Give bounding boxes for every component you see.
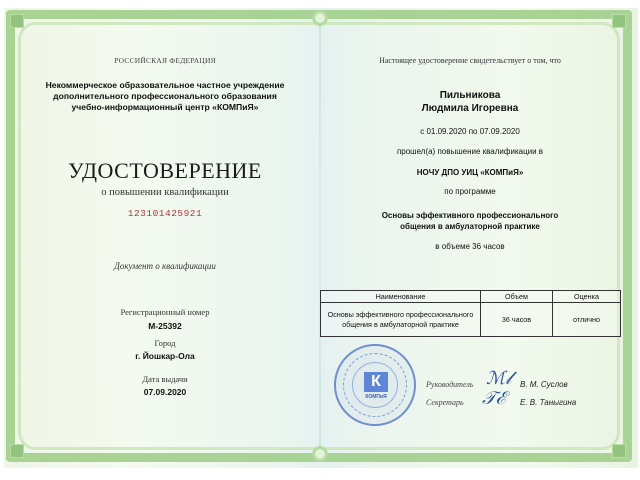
table-row (321, 303, 621, 337)
signature-role: Секретарь (426, 398, 464, 407)
issue-date-label: Дата выдачи (142, 374, 188, 384)
grades-table (320, 290, 621, 337)
signature-director (426, 380, 473, 389)
cell-grade: отлично (553, 303, 621, 337)
official-seal (334, 344, 416, 426)
column-header-grade: Оценка (553, 291, 621, 303)
signature-secretary (426, 398, 464, 407)
signature-secretary-name-wrap (520, 398, 576, 407)
country-heading: РОССИЙСКАЯ ФЕДЕРАЦИЯ (114, 56, 216, 65)
organization-short-name: НОЧУ ДПО УИЦ «КОМПиЯ» (416, 168, 524, 177)
recipient-name (320, 89, 620, 115)
recipient-given-names: Людмила Игоревна (421, 103, 519, 114)
handwritten-signature-icon: 𝒯ℰ (482, 388, 507, 408)
program-volume: в объеме 36 часов (435, 242, 505, 251)
cell-volume: 36 часов (481, 303, 553, 337)
city-value: г. Йошкар-Ола (135, 351, 195, 361)
issue-date-value: 07.09.2020 (143, 387, 187, 397)
serial-number: 123101425921 (127, 208, 203, 219)
column-header-volume: Объем (481, 291, 553, 303)
passed-text: прошел(а) повышение квалификации в (396, 147, 544, 156)
signature-director-name-wrap (520, 380, 568, 389)
signature-role: Руководитель (426, 380, 474, 389)
recipient-surname: Пильникова (439, 90, 501, 101)
program-line: Основы эффективного профессионального (381, 211, 559, 220)
signature-name: В. М. Суслов (520, 380, 568, 389)
organization-line: дополнительного профессионального образования (53, 91, 277, 101)
document-subtitle: о повышении квалификации (101, 187, 229, 198)
cell-course-name (321, 303, 481, 337)
handwritten-signature-icon: ℳ𝓁 (486, 368, 512, 388)
document-title: УДОСТОВЕРЕНИЕ (68, 158, 262, 183)
course-name-line: Основы эффективного профессионального (327, 309, 474, 319)
table-header-row (321, 291, 621, 303)
signature-name: Е. В. Таныгина (520, 398, 577, 407)
program-line: общения в амбулаторной практике (400, 222, 540, 231)
column-header-name: Наименование (321, 291, 481, 303)
city-label: Город (154, 338, 176, 348)
organization-name (30, 80, 300, 113)
training-period: с 01.09.2020 по 07.09.2020 (420, 127, 520, 136)
left-page (30, 0, 300, 480)
registration-label: Регистрационный номер (120, 307, 210, 317)
registration-number: М-25392 (148, 321, 182, 331)
document-type: Документ о квалификации (114, 261, 216, 271)
program-name (320, 210, 620, 232)
corner-ornament-icon (10, 444, 24, 458)
intro-text: Настоящее удостоверение свидетельствует о том, что (379, 56, 561, 65)
right-page (320, 0, 620, 480)
by-program-text: по программе (444, 187, 496, 196)
organization-line: Некоммерческое образовательное частное учреждение (45, 80, 285, 90)
corner-ornament-icon (10, 14, 24, 28)
organization-line: учебно-информационный центр «КОМПиЯ» (71, 102, 259, 112)
seal-logo-icon: К (364, 372, 388, 392)
seal-text: КОМПиЯ (365, 394, 387, 400)
course-name-line: общения в амбулаторной практике (342, 319, 459, 329)
